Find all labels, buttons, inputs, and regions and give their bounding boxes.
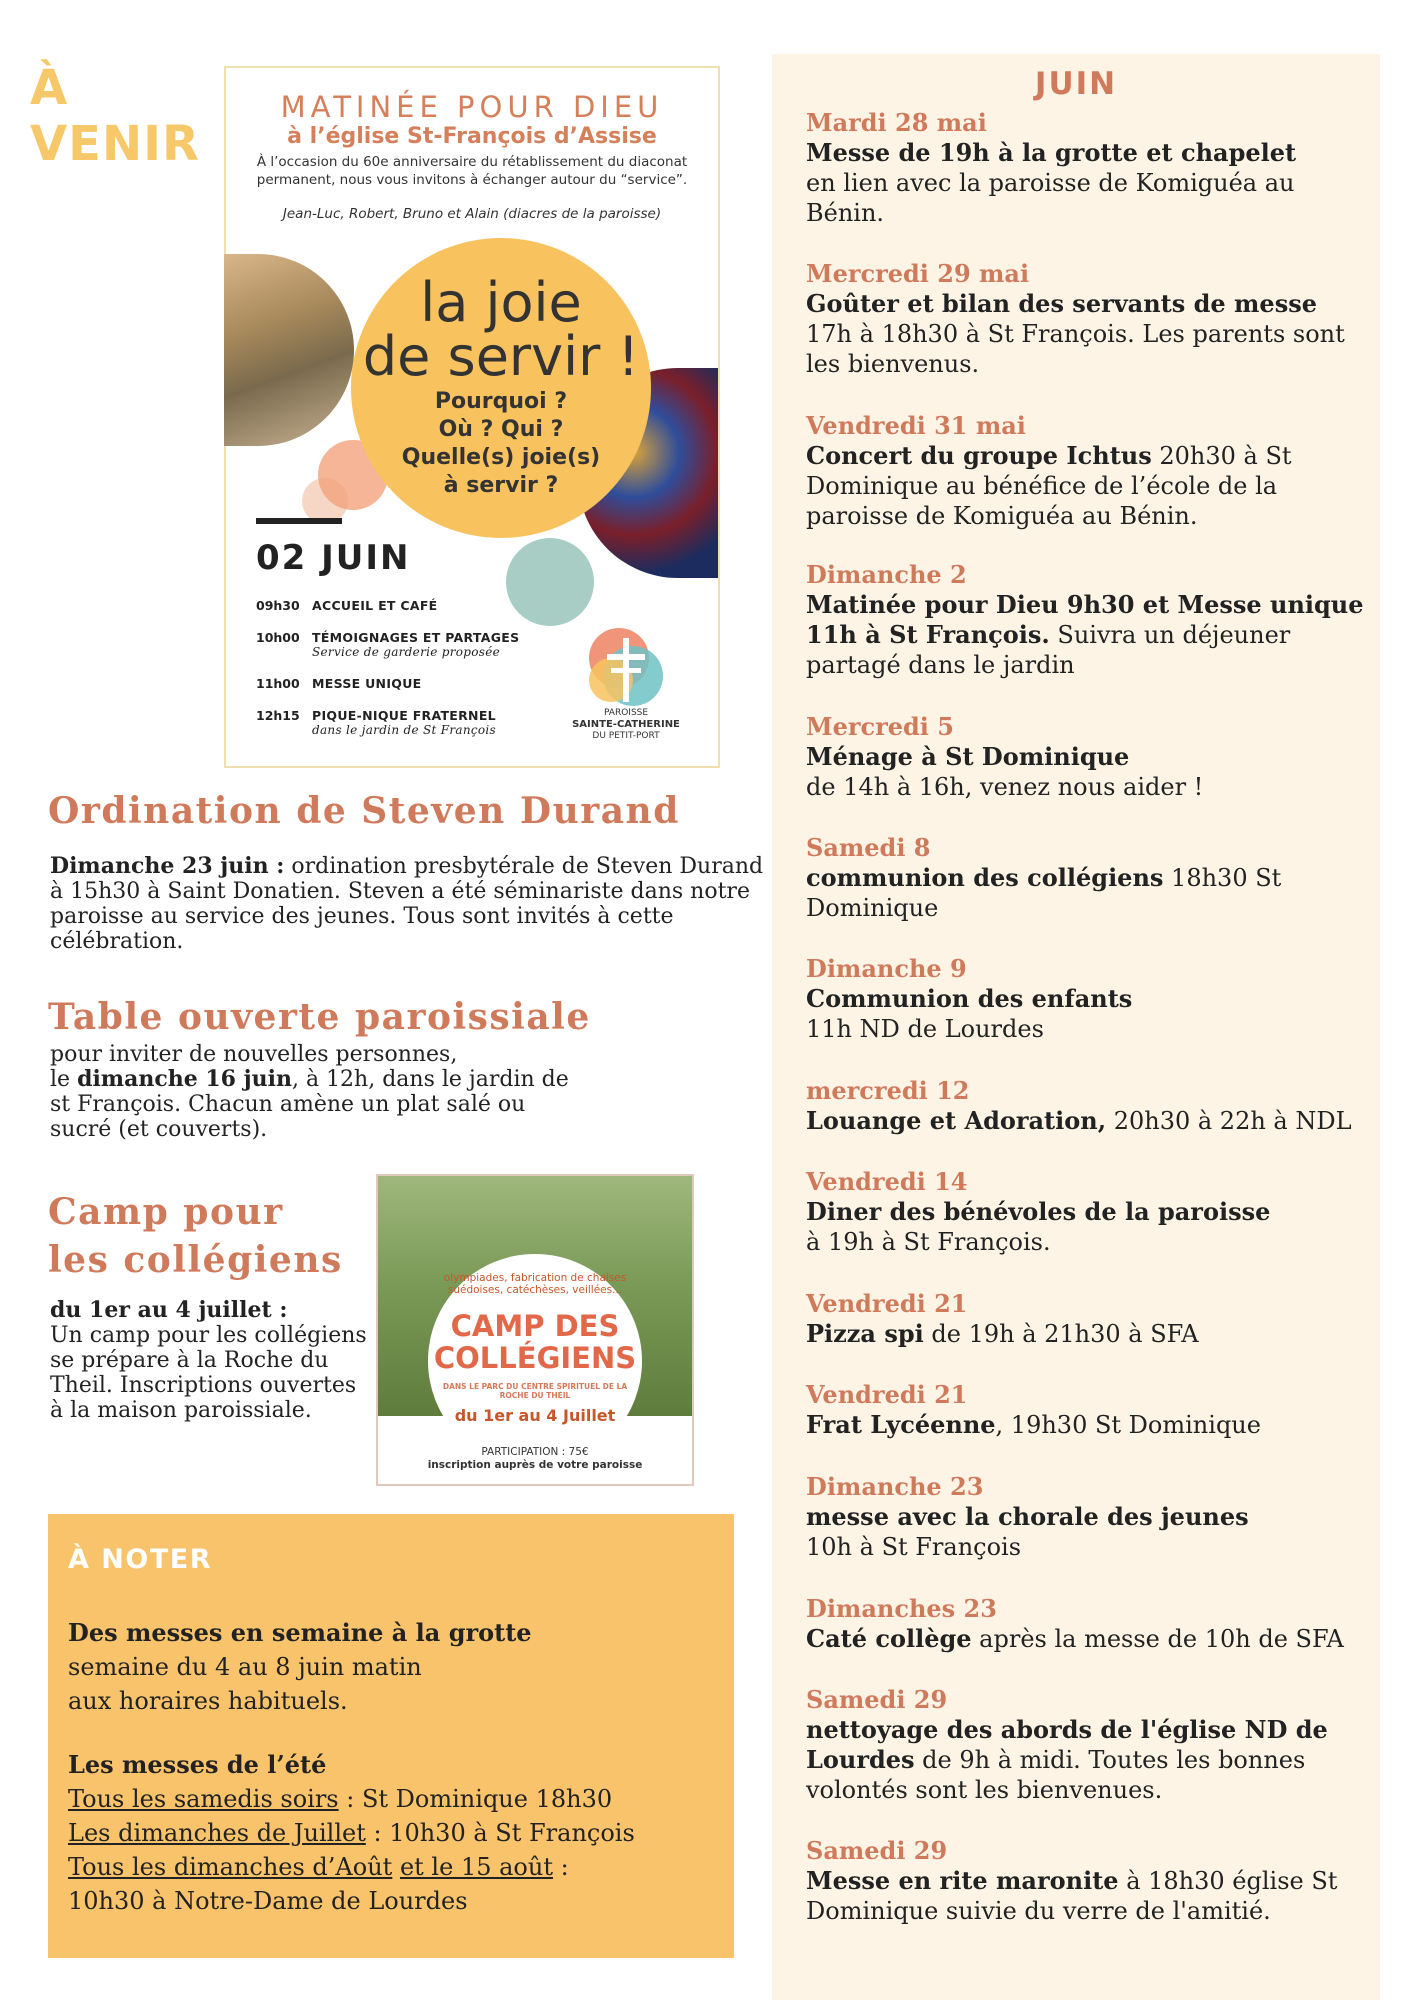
- event-item: Mercredi 29 mai Goûter et bilan des servants de messe 17h à 18h30 à St François. Les parents sont les bienvenus.: [806, 259, 1345, 378]
- event-item: Samedi 29 nettoyage des abords de l'église ND de Lourdes de 9h à midi. Toutes les bonnes volontés sont les bienvenues.: [806, 1685, 1328, 1804]
- poster-photo-people: [224, 254, 354, 446]
- schedule-row: 09h30 ACCUEIL ET CAFÉ: [256, 598, 438, 613]
- event-item: mercredi 12 Louange et Adoration, 20h30 à 22h à NDL: [806, 1076, 1352, 1135]
- event-item: Mercredi 5 Ménage à St Dominique de 14h à 16h, venez nous aider !: [806, 712, 1204, 801]
- event-item: Samedi 29 Messe en rite maronite à 18h30 église St Dominique suivie du verre de l'amitié.: [806, 1836, 1338, 1925]
- schedule-row: 11h00 MESSE UNIQUE: [256, 676, 422, 691]
- juin-column: [772, 54, 1380, 2000]
- event-item: Dimanche 9 Communion des enfants 11h ND de Lourdes: [806, 954, 1133, 1043]
- camp-poster: [376, 1174, 694, 1486]
- note-ete: Les messes de l’été Tous les samedis soirs : St Dominique 18h30 Les dimanches de Juillet : 10h30 à St François Tous les dimanches d’Août et le 15 août : 10h30 à Notre-Dame de Lourdes: [68, 1750, 635, 1915]
- poster-intro: À l’occasion du 60e anniversaire du rétablissement du diaconat permanent, nous vous invitons à échanger autour du “service”.: [256, 154, 688, 188]
- event-item: Samedi 8 communion des collégiens 18h30 St Dominique: [806, 833, 1282, 922]
- camp-heading: Camp pour les collégiens: [48, 1191, 343, 1281]
- parish-logo-text: PAROISSE SAINTE-CATHERINE DU PETIT-PORT: [572, 708, 680, 741]
- camp-dates: du 1er au 4 Juillet: [454, 1406, 616, 1425]
- table-heading: Table ouverte paroissiale: [48, 996, 591, 1038]
- poster-questions: Pourquoi ? Où ? Qui ? Quelle(s) joie(s) à servir ?: [401, 389, 601, 498]
- parish-logo-icon: [581, 624, 671, 714]
- ordination-text: Dimanche 23 juin : ordination presbytérale de Steven Durand à 15h30 à Saint Donatien. Steven a été séminariste dans notre paroisse au service des jeunes. Tous sont invités à cette célébration.: [50, 853, 764, 954]
- event-item: Dimanche 23 messe avec la chorale des jeunes 10h à St François: [806, 1472, 1249, 1561]
- event-item: Vendredi 21 Frat Lycéenne, 19h30 St Dominique: [806, 1380, 1261, 1439]
- event-item: Dimanches 23 Caté collège après la messe de 10h de SFA: [806, 1594, 1344, 1653]
- poster-headline: la joie de servir !: [362, 271, 640, 388]
- camp-participation: PARTICIPATION : 75€ inscription auprès de votre paroisse: [427, 1446, 643, 1471]
- event-item: Vendredi 14 Diner des bénévoles de la paroisse à 19h à St François.: [806, 1167, 1271, 1256]
- camp-location: DANS LE PARC DU CENTRE SPIRITUEL DE LA ROCHE DU THEIL: [442, 1382, 628, 1400]
- a-venir-heading: À VENIR: [30, 60, 200, 172]
- poster-subtitle: à l’église St-François d’Assise: [287, 124, 657, 149]
- poster-date: 02 JUIN: [256, 538, 411, 578]
- poster-deco-circle: [506, 538, 594, 626]
- camp-activities: olympiades, fabrication de chaises suédoises, catéchèses, veillées...: [443, 1272, 627, 1296]
- schedule-row: 12h15 PIQUE-NIQUE FRATERNEL dans le jardin de St François: [256, 708, 497, 737]
- note-grotte: Des messes en semaine à la grotte semaine du 4 au 8 juin matin aux horaires habituels.: [68, 1618, 532, 1715]
- camp-title: CAMP DES COLLÉGIENS: [433, 1309, 637, 1375]
- matinee-poster: [224, 66, 720, 768]
- table-text: pour inviter de nouvelles personnes, le dimanche 16 juin, à 12h, dans le jardin de st François. Chacun amène un plat salé ou sucré (et couverts).: [50, 1042, 569, 1142]
- event-item: Dimanche 2 Matinée pour Dieu 9h30 et Messe unique 11h à St François. Suivra un déjeuner partagé dans le jardin: [806, 560, 1364, 679]
- event-item: Mardi 28 mai Messe de 19h à la grotte et chapelet en lien avec la paroisse de Komiguéa au Bénin.: [806, 108, 1297, 227]
- note-heading: À NOTER: [68, 1544, 212, 1575]
- ordination-heading: Ordination de Steven Durand: [48, 790, 680, 832]
- schedule-row: 10h00 TÉMOIGNAGES ET PARTAGES Service de garderie proposée: [256, 630, 520, 659]
- poster-signature: Jean-Luc, Robert, Bruno et Alain (diacres de la paroisse): [282, 206, 662, 222]
- note-box: [48, 1514, 734, 1958]
- event-item: Vendredi 31 mai Concert du groupe Ichtus 20h30 à St Dominique au bénéfice de l’école de la paroisse de Komiguéa au Bénin.: [806, 411, 1292, 530]
- juin-heading: JUIN: [1034, 66, 1118, 102]
- camp-text: du 1er au 4 juillet : Un camp pour les collégiens se prépare à la Roche du Theil. Inscriptions ouvertes à la maison paroissiale.: [50, 1297, 367, 1423]
- poster-title: MATINÉE POUR DIEU: [280, 90, 664, 124]
- event-item: Vendredi 21 Pizza spi de 19h à 21h30 à SFA: [806, 1289, 1199, 1348]
- poster-bar: [256, 518, 342, 524]
